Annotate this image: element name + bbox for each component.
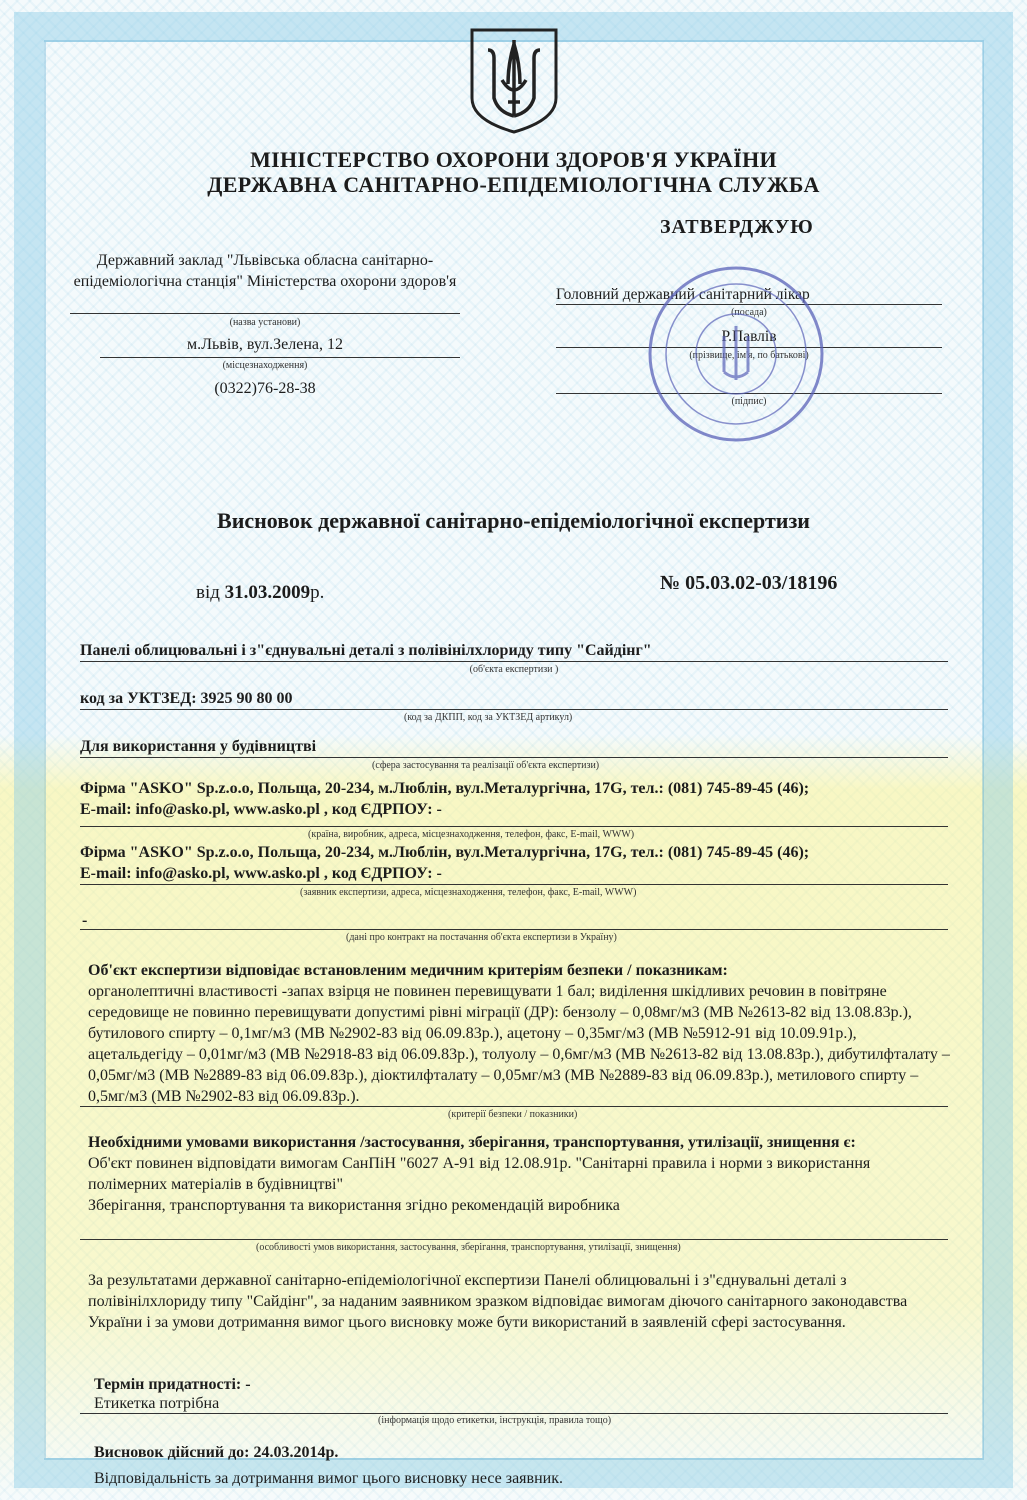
approver-name: Р.Павлів (721, 328, 777, 345)
conclusion-text: За результатами державної санітарно-епідеміологічної експертизи Панелі облицювальні і з"єднувальні деталі з полівінілхлориду типу "Сайдінг", за наданим заявником зразком відповідає вимогам діючого санітарного законодавства України і за умови дотримання вимог цього висновку може бути використаний в заявленій сфері застосування. (88, 1272, 908, 1331)
applicant-info: Фірма "ASKO" Sp.z.o.o, Польща, 20-234, м.Люблін, вул.Металургічна, 17G, тел.: (081) 745-89-45 (46); E-mail: info@asko.pl, www.asko.pl , код ЄДРПОУ: - (80, 844, 810, 882)
safety-criteria: Об'єкт експертизи відповідає встановленим медичним критеріям безпеки / показникам: органолептичні властивості -запах взірця не повинен перевищувати 1 бал; виділення шкідливих речовин в повітряне середовище не повинно перевищувати допустимі рівні міграції (ДР): бензолу – 0,08мг/м3 (МВ №2613-82 від 13.08.83р.), бутилового спирту – 0,1мг/м3 (МВ №2902-83 від 06.09.83р.), ацетону – 0,35мг/м3 (МВ №5912-91 від 10.09.91р.), ацетальдегіду – 0,01мг/м3 (МВ №2918-83 від 06.09.83р.), толуолу – 0,6мг/м3 (МВ №2613-82 від 13.08.83р.), дибутилфталату – 0,05мг/м3 (МВ №2889-83 від 06.09.83р.), діоктилфталату – 0,05мг/м3 (МВ №2889-83 від 06.09.83р.), метилового спирту – 0,5мг/м3 (МВ №2902-83 від 06.09.83р.). (88, 962, 950, 1105)
approver-position: Головний державний санітарний лікар (556, 286, 810, 303)
institution-phone: (0322)76-28-38 (214, 380, 316, 397)
usage-sphere: Для використання у будівництві (80, 738, 317, 755)
document-date: від 31.03.2009р. (196, 582, 325, 603)
shelf-life: Термін придатності: - (94, 1376, 251, 1393)
responsibility-note: Відповідальність за дотримання вимог цього висновку несе заявник. (94, 1470, 563, 1487)
manufacturer-info: Фірма "ASKO" Sp.z.o.o, Польща, 20-234, м.Люблін, вул.Металургічна, 17G, тел.: (081) 745-89-45 (46); E-mail: info@asko.pl, www.asko.pl , код ЄДРПОУ: - (80, 780, 810, 818)
criteria-caption: (критерії безпеки / показники) (448, 1109, 578, 1120)
institution-name-caption: (назва установи) (229, 317, 301, 328)
official-stamp-icon (646, 264, 826, 444)
position-caption: (посада) (731, 307, 767, 318)
valid-until: Висновок дійсний до: 24.03.2014р. (94, 1444, 339, 1461)
sphere-caption: (сфера застосування та реалізації об'єкта експертизи) (372, 760, 600, 771)
document-title: Висновок державної санітарно-епідеміологічної експертизи (217, 508, 810, 533)
institution-address: м.Львів, вул.Зелена, 12 (187, 336, 343, 353)
institution-address-caption: (місцезнаходження) (222, 360, 308, 371)
contract-data: - (82, 912, 88, 929)
service-title: ДЕРЖАВНА САНІТАРНО-ЕПІДЕМІОЛОГІЧНА СЛУЖБА (207, 172, 820, 197)
conditions-caption: (особливості умов використання, застосування, зберігання, транспортування, утилізації, знищення) (256, 1242, 681, 1253)
applicant-caption: (заявник експертизи, адреса, місцезнаходження, телефон, факс, E-mail, WWW) (300, 887, 637, 898)
usage-conditions: Необхідними умовами використання /застосування, зберігання, транспортування, утилізації, знищення є: Об'єкт повинен відповідати вимогам СанПіН "6027 А-91 від 12.08.91р. "Санітарні правила і норми з використання полімерних матеріалів в будівництві" Зберігання, транспортування та використання згідно рекомендацій виробника (88, 1134, 871, 1214)
institution-name: Державний заклад "Львівська обласна санітарно-епідеміологічна станція" Міністерства охорони здоров'я (73, 252, 457, 290)
object-name: Панелі облицювальні і з"єднувальні деталі з полівінілхлориду типу "Сайдінг" (80, 642, 652, 659)
name-caption: (прізвище, ім'я, по батькові) (689, 350, 809, 361)
approve-heading: ЗАТВЕРДЖУЮ (660, 216, 814, 238)
document-number: № 05.03.02-03/18196 (660, 572, 838, 594)
trident-emblem-icon (464, 24, 564, 136)
label-caption: (інформація щодо етикетки, інструкція, правила тощо) (378, 1415, 612, 1426)
uktzed-code: код за УКТЗЕД: 3925 90 80 00 (80, 690, 293, 707)
signature-caption: (підпис) (731, 396, 767, 407)
manufacturer-caption: (країна, виробник, адреса, місцезнаходження, телефон, факс, E-mail, WWW) (308, 829, 635, 840)
object-caption: (об'єкта експертизи ) (469, 664, 559, 675)
label-info: Етикетка потрібна (94, 1395, 220, 1412)
ministry-title: МІНІСТЕРСТВО ОХОРОНИ ЗДОРОВ'Я УКРАЇНИ (250, 147, 777, 172)
code-caption: (код за ДКПП, код за УКТЗЕД артикул) (404, 712, 573, 723)
contract-caption: (дані про контракт на постачання об'єкта експертизи в Україну) (346, 932, 617, 943)
